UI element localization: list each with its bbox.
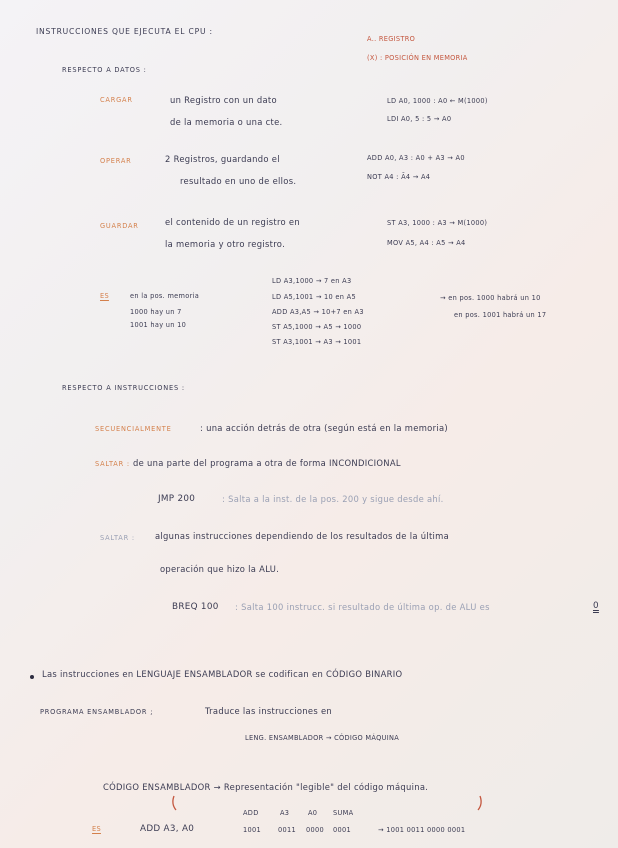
operar-desc-2: resultado en uno de ellos. — [180, 176, 297, 186]
data-heading: RESPECTO A DATOS : — [62, 66, 147, 74]
example-result-2: en pos. 1001 habrá un 17 — [454, 311, 547, 319]
operar-desc-1: 2 Registros, guardando el — [165, 154, 280, 164]
operar-example-1: ADD A0, A3 : A0 + A3 → A0 — [367, 154, 465, 162]
saltar-desc-2b: operación que hizo la ALU. — [160, 564, 280, 574]
binary-code: 0011 — [278, 826, 296, 834]
binary-col-label: SUMA — [333, 809, 354, 817]
binary-code: 1001 — [243, 826, 261, 834]
cargar-label: CARGAR — [100, 96, 133, 104]
program-desc-2: LENG. ENSAMBLADOR → CÓDIGO MÁQUINA — [245, 734, 400, 742]
jmp-desc: : Salta a la inst. de la pos. 200 y sigue desde ahí. — [222, 494, 444, 504]
example-step: LD A5,1001 → 10 en A5 — [272, 293, 356, 301]
operar-example-2: NOT A4 : Ā4 → A4 — [367, 173, 431, 181]
binary-result: → 1001 0011 0000 0001 — [378, 826, 466, 834]
example-step: ADD A3,A5 → 10+7 en A3 — [272, 308, 364, 316]
codigo-line: CÓDIGO ENSAMBLADOR → Representación "legible" del código máquina. — [103, 782, 429, 792]
cargar-example-1: LD A0, 1000 : A0 ← M(1000) — [387, 97, 488, 105]
instr-heading: RESPECTO A INSTRUCCIONES : — [62, 384, 185, 392]
guardar-desc-2: la memoria y otro registro. — [165, 239, 286, 249]
jmp-instruction: JMP 200 — [158, 494, 196, 504]
asm-es-label: ES — [92, 825, 101, 833]
operar-label: OPERAR — [100, 157, 132, 165]
program-label: PROGRAMA ENSAMBLADOR ; — [40, 708, 154, 716]
saltar-desc-2a: algunas instrucciones dependiendo de los resultados de la última — [155, 531, 450, 541]
cargar-desc-1: un Registro con un dato — [170, 95, 277, 105]
guardar-label: GUARDAR — [100, 222, 139, 230]
saltar-desc-1: de una parte del programa a otra de forma INCONDICIONAL — [133, 458, 401, 468]
guardar-example-2: MOV A5, A4 : A5 → A4 — [387, 239, 466, 247]
saltar-label-2: SALTAR : — [100, 534, 135, 542]
example-step: LD A3,1000 → 7 en A3 — [272, 277, 352, 285]
asm-instruction: ADD A3, A0 — [140, 824, 195, 834]
seq-desc: : una acción detrás de otra (según está en la memoria) — [200, 423, 448, 433]
guardar-desc-1: el contenido de un registro en — [165, 217, 300, 227]
example-line-1: en la pos. memoria — [130, 292, 200, 300]
program-desc: Traduce las instrucciones en — [205, 706, 333, 716]
example-step: ST A3,1001 → A3 → 1001 — [272, 338, 362, 346]
page-title: INSTRUCCIONES QUE EJECUTA EL CPU : — [36, 27, 213, 36]
saltar-label-1: SALTAR : — [95, 460, 130, 468]
cargar-example-2: LDI A0, 5 : 5 → A0 — [387, 115, 452, 123]
legend-memory: (X) : POSICIÓN EN MEMORIA — [367, 54, 468, 62]
example-es-label: ES — [100, 292, 109, 300]
example-line-3: 1001 hay un 10 — [130, 321, 187, 329]
cargar-desc-2: de la memoria o una cte. — [170, 117, 283, 127]
binary-col-label: A3 — [280, 809, 290, 817]
binary-code: 0000 — [306, 826, 324, 834]
example-step: ST A5,1000 → A5 → 1000 — [272, 323, 362, 331]
breq-zero: 0 — [593, 601, 599, 611]
seq-label: SECUENCIALMENTE — [95, 425, 172, 433]
guardar-example-1: ST A3, 1000 : A3 → M(1000) — [387, 219, 488, 227]
binary-col-label: A0 — [308, 809, 318, 817]
assembler-statement: Las instrucciones en LENGUAJE ENSAMBLADOR se codifican en CÓDIGO BINARIO — [42, 669, 403, 679]
breq-instruction: BREQ 100 — [172, 602, 219, 612]
legend-register: A.. REGISTRO — [367, 35, 416, 43]
example-line-2: 1000 hay un 7 — [130, 308, 182, 316]
binary-code: 0001 — [333, 826, 351, 834]
binary-col-label: ADD — [243, 809, 259, 817]
breq-desc: : Salta 100 instrucc. si resultado de última op. de ALU es — [235, 602, 490, 612]
example-result-1: → en pos. 1000 habrá un 10 — [440, 294, 541, 302]
